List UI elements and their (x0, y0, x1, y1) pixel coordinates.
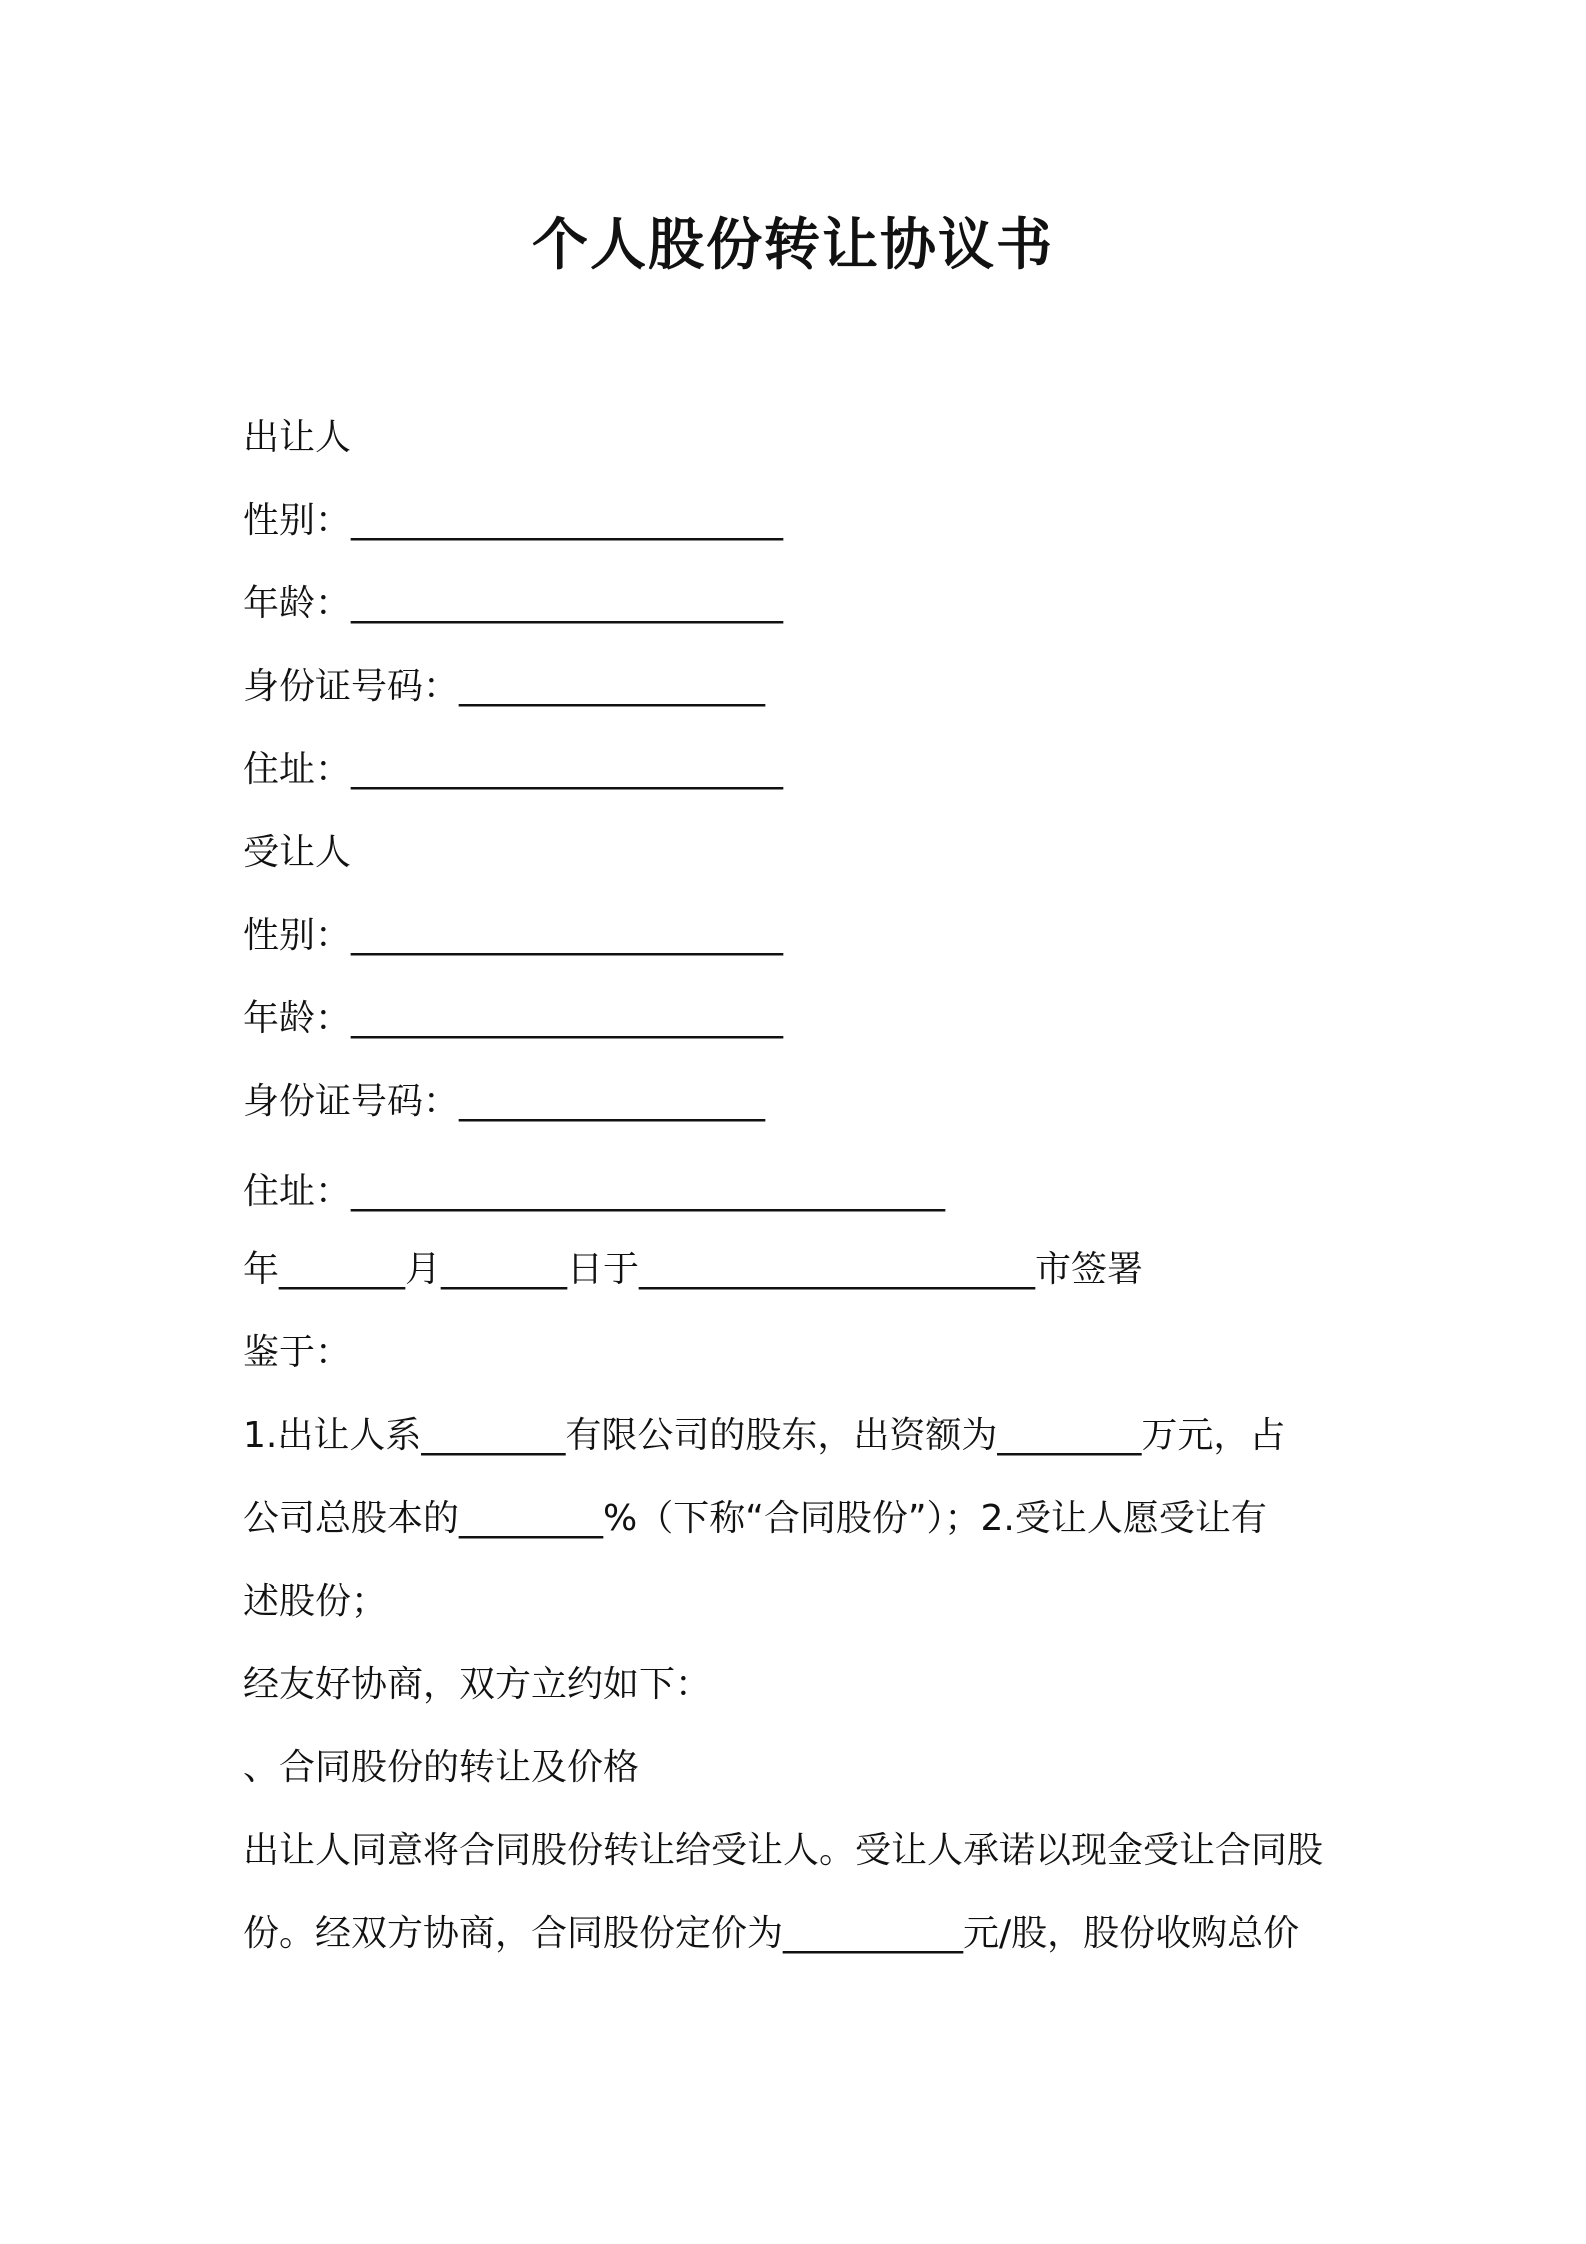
transferor-heading: 出让人 (243, 417, 352, 458)
whereas-label: 鉴于： (243, 1332, 352, 1373)
transferee-gender-field: 性别：________________________ (243, 915, 784, 956)
transferee-address-field: 住址：_________________________________ (243, 1171, 946, 1212)
agreement-intro: 经友好协商，双方立约如下： (243, 1664, 712, 1705)
transferee-heading: 受让人 (243, 832, 352, 873)
document-title: 个人股份转让协议书 (532, 213, 1054, 278)
transferor-id-field: 身份证号码：_________________ (243, 666, 766, 707)
recital-line: 1.出让人系________有限公司的股东，出资额为________万元，占 (243, 1415, 1286, 1456)
section-body-line: 份。经双方协商，合同股份定价为__________元/股，股份收购总价 (243, 1913, 1300, 1954)
recital-line: 述股份； (243, 1581, 388, 1622)
transferee-id-field: 身份证号码：_________________ (243, 1081, 766, 1122)
section-body-line: 出让人同意将合同股份转让给受让人。受让人承诺以现金受让合同股 (243, 1830, 1324, 1871)
section-heading: 、合同股份的转让及价格 (243, 1747, 640, 1788)
transferee-age-field: 年龄：________________________ (243, 998, 784, 1039)
transferor-age-field: 年龄：________________________ (243, 583, 784, 624)
transferor-address-field: 住址：________________________ (243, 749, 784, 790)
transferor-gender-field: 性别：________________________ (243, 500, 784, 541)
signing-date-place: 年_______月_______日于______________________市签署 (243, 1249, 1144, 1290)
recital-line: 公司总股本的________%（下称“合同股份”）；2.受让人愿受让有 (243, 1498, 1267, 1539)
